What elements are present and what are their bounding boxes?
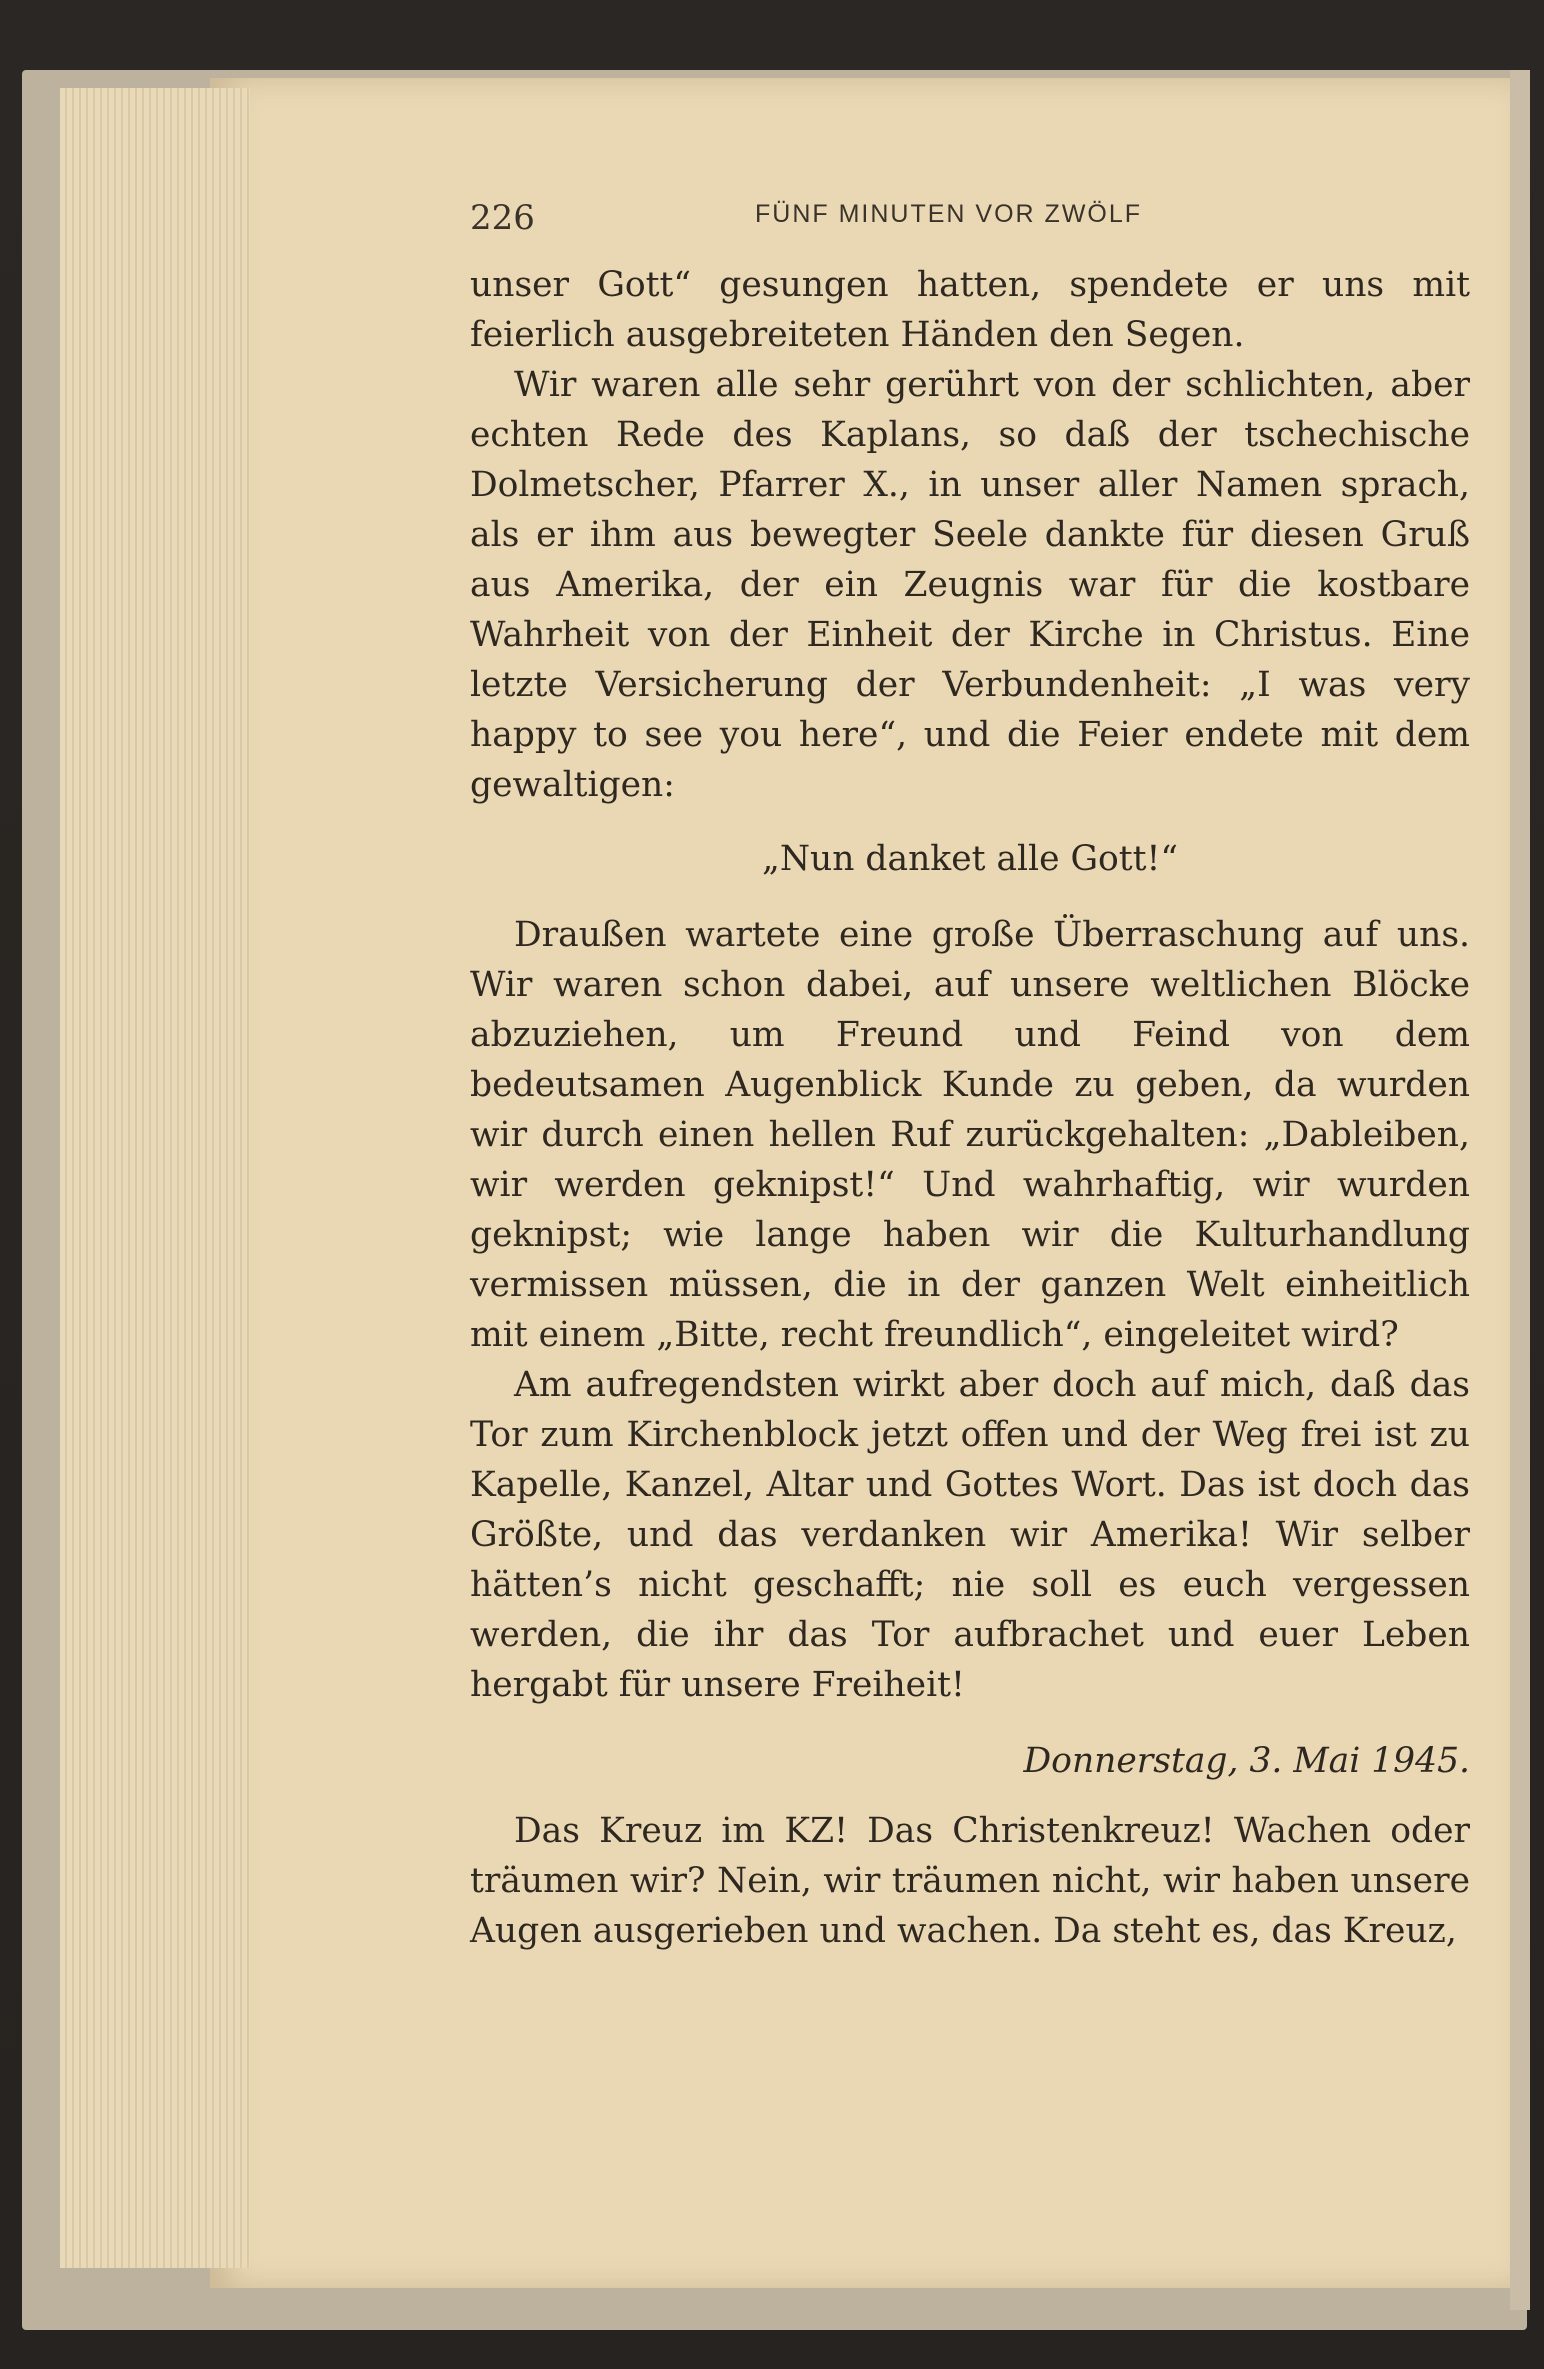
running-title: FÜNF MINUTEN VOR ZWÖLF	[755, 200, 1143, 228]
body-text	[470, 260, 1470, 1956]
paragraph: Draußen wartete eine große Überraschung auf uns. Wir waren schon dabei, auf unsere weltlichen Blöcke abzuziehen, um Freund und Feind von dem bedeutsamen Augenblick Kunde zu geben, da wurden wir durch einen hellen Ruf zurückgehalten: „Dableiben, wir werden geknipst!“ Und wahrhaftig, wir wurden geknipst; wie lange haben wir die Kulturhandlung vermissen müssen, die in der ganzen Welt einheitlich mit einem „Bitte, recht freundlich“, eingeleitet wird?	[470, 915, 1470, 1355]
paragraph-continuation: unser Gott“ gesungen hatten, spendete er uns mit feierlich ausgebreiteten Händen den Segen.	[470, 265, 1470, 355]
paragraph: Wir waren alle sehr gerührt von der schlichten, aber echten Rede des Kaplans, so daß der tschechische Dolmetscher, Pfarrer X., in unser aller Namen sprach, als er ihm aus bewegter Seele dankte für diesen Gruß aus Amerika, der ein Zeugnis war für die kostbare Wahrheit von der Einheit der Kirche in Christus. Eine letzte Versicherung der Verbundenheit: „I was very happy to see you here“, und die Feier endete mit dem gewaltigen:	[470, 365, 1470, 805]
paragraph: Am aufregendsten wirkt aber doch auf mich, daß das Tor zum Kirchenblock jetzt offen und der Weg frei ist zu Kapelle, Kanzel, Altar und Gottes Wort. Das ist doch das Größte, und das verdanken wir Amerika! Wir selber hätten’s nicht geschafft; nie soll es euch vergessen werden, die ihr das Tor aufbrachet und euer Leben hergabt für unsere Freiheit!	[470, 1365, 1470, 1705]
page-number: 226	[470, 198, 535, 238]
dateline: Donnerstag, 3. Mai 1945.	[1023, 1741, 1470, 1781]
paragraph: Das Kreuz im KZ! Das Christenkreuz! Wachen oder träumen wir? Nein, wir träumen nicht, wir haben unsere Augen ausgerieben und wachen. Da steht es, das Kreuz,	[470, 1811, 1470, 1951]
right-page-edge	[1510, 70, 1530, 2310]
running-head	[470, 198, 1470, 248]
page-edges	[60, 88, 250, 2268]
hymn-title: „Nun danket alle Gott!“	[761, 839, 1179, 879]
